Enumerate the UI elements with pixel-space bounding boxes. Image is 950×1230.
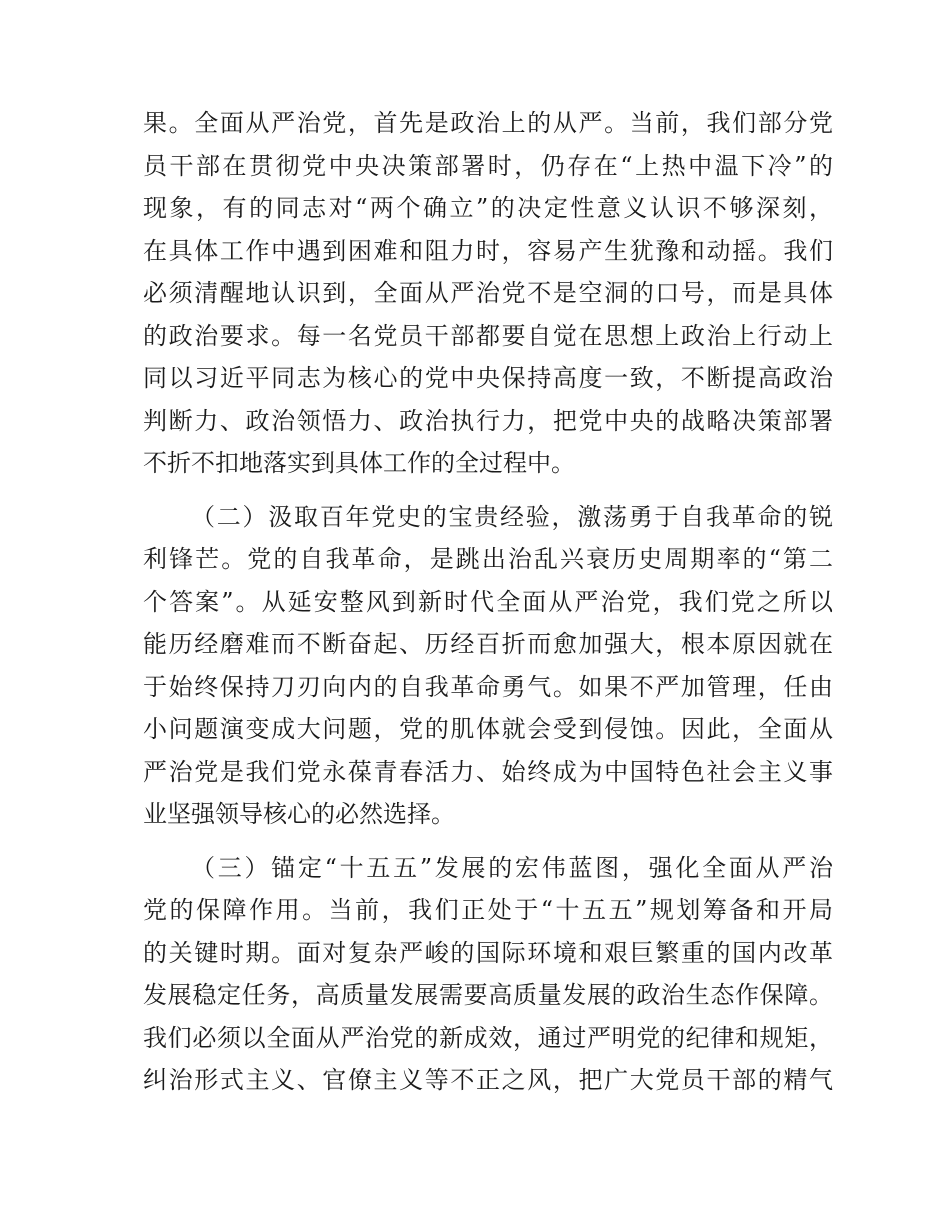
text-line: 利锋芒。党的自我革命，是跳出治乱兴衰历史周期率的“第二 [143, 545, 833, 573]
paragraph-1 [143, 102, 833, 485]
text-line: 不折不扣地落实到具体工作的全过程中。 [143, 449, 575, 477]
text-line: 同以习近平同志为核心的党中央保持高度一致，不断提高政治 [143, 364, 833, 392]
text-line: 纠治形式主义、官僚主义等不正之风，把广大党员干部的精气 [143, 1066, 833, 1094]
document-body [143, 102, 833, 1102]
text-line: 在具体工作中遇到困难和阻力时，容易产生犹豫和动摇。我们 [143, 236, 833, 265]
text-line: 我们必须以全面从严治党的新成效，通过严明党的纪律和规矩， [143, 1023, 833, 1052]
text-line: 业坚强领导核心的必然选择。 [143, 800, 455, 828]
text-line: （二）汲取百年党史的宝贵经验，激荡勇于自我革命的锐 [191, 502, 833, 531]
text-line: 能历经磨难而不断奋起、历经百折而愈加强大，根本原因就在 [143, 630, 833, 658]
text-line: 果。全面从严治党，首先是政治上的从严。当前，我们部分党 [143, 109, 833, 137]
text-line: 判断力、政治领悟力、政治执行力，把党中央的战略决策部署 [143, 406, 833, 435]
text-line: 必须清醒地认识到，全面从严治党不是空洞的口号，而是具体 [143, 279, 833, 307]
text-line: 个答案”。从延安整风到新时代全面从严治党，我们党之所以 [143, 587, 833, 616]
text-line: 发展稳定任务，高质量发展需要高质量发展的政治生态作保障。 [143, 981, 833, 1009]
paragraph-gap [143, 836, 833, 847]
text-line: 严治党是我们党永葆青春活力、始终成为中国特色社会主义事 [143, 757, 833, 786]
text-line: 小问题演变成大问题，党的肌体就会受到侵蚀。因此，全面从 [143, 715, 833, 743]
text-line: 于始终保持刀刃向内的自我革命勇气。如果不严加管理，任由 [143, 672, 833, 701]
paragraph-gap [143, 485, 833, 496]
text-line: 的政治要求。每一名党员干部都要自觉在思想上政治上行动上 [143, 321, 833, 350]
text-line: 党的保障作用。当前，我们正处于“十五五”规划筹备和开局 [143, 896, 833, 924]
paragraph-2 [143, 496, 833, 836]
text-line: （三）锚定“十五五”发展的宏伟蓝图，强化全面从严治 [191, 853, 833, 882]
text-line: 员干部在贯彻党中央决策部署时，仍存在“上热中温下冷”的 [143, 151, 833, 180]
text-line: 的关键时期。面对复杂严峻的国际环境和艰巨繁重的国内改革 [143, 938, 833, 967]
text-line: 现象，有的同志对“两个确立”的决定性意义认识不够深刻， [143, 194, 833, 222]
paragraph-3 [143, 847, 833, 1102]
